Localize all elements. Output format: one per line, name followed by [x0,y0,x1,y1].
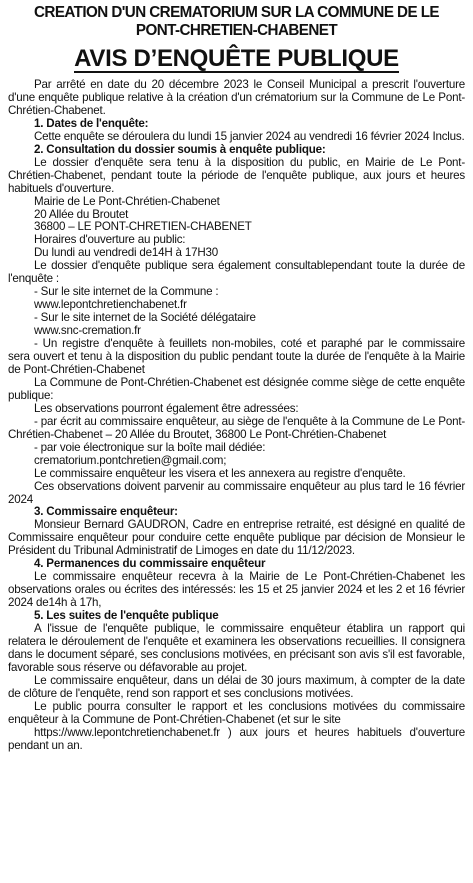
title-line-1: CREATION D'UN CREMATORIUM SUR LA COMMUNE DE LE [34,4,439,21]
section-5-text-3: Le public pourra consulter le rapport et les conclusions motivées du commissaire enquêteur à la Commune de Pont-Chrétien-Chabenet (et sur le site [8,699,465,726]
section-2-text: Le dossier d'enquête sera tenu à la disposition du public, en Mairie de Le Pont-Chrétien-Chabenet, pendant toute la période de l'enquête publique, aux jours et heures habituels d'ouverture. [8,155,465,195]
registre-paragraph: - Un registre d'enquête à feuillets non-mobiles, coté et paraphé par le commissaire sera ouvert et tenu à la disposition du public pendant toute la durée de l'enquête à la Mairie de Pont-Chrétien-Chabenet [8,337,465,376]
site-commune-label: - Sur le site internet de la Commune : [34,285,219,299]
observations-mail-label: - par voie électronique sur la boîte mail dédiée: [34,440,266,454]
notice-subtitle [8,44,465,74]
hours-value: Du lundi au vendredi de14H à 17H30 [34,246,218,260]
section-2-heading: 2. Consultation du dossier soumis à enquête publique: [34,142,326,156]
observations-ecrit: - par écrit au commissaire enquêteur, au siège de l'enquête à la Commune de Le Pont-Chrétien-Chabenet – 20 Allée du Broutet, 36800 Le Pont-Chrétien-Chabenet [8,414,465,441]
section-4-heading: 4. Permanences du commissaire enquêteur [34,557,266,571]
observations-visa: Le commissaire enquêteur les visera et les annexera au registre d'enquête. [34,466,406,480]
address-line-3: 36800 – LE PONT-CHRETIEN-CHABENET [34,220,252,234]
hours-label: Horaires d'ouverture au public: [34,233,186,247]
site-societe-label: - Sur le site internet de la Société délégataire [34,311,256,325]
site-commune-url: www.lepontchretienchabenet.fr [34,298,187,312]
section-5-text-4: https://www.lepontchretienchabenet.fr ) aux jours et heures habituels d'ouverture pendant un an. [8,725,465,752]
section-5-text-2: Le commissaire enquêteur, dans un délai de 30 jours maximum, à compter de la date de clôture de l'enquête, rend son rapport et ses conclusions motivées. [8,673,465,700]
section-5-text-1: A l'issue de l'enquête publique, le commissaire enquêteur établira un rapport qui relatera le déroulement de l'enquête et examinera les observations recueillies. Il consignera dans le document séparé, ses conclusions motivées, en précisant son avis s'il est favorable, favorable sous réserve ou défavorable au projet. [8,622,465,674]
section-1-text: Cette enquête se déroulera du lundi 15 janvier 2024 au vendredi 16 février 2024 Inclus. [34,129,465,143]
section-5-heading: 5. Les suites de l'enquête publique [34,609,219,623]
address-line-2: 20 Allée du Broutet [34,207,129,221]
notice-title [19,4,453,40]
online-intro: Le dossier d'enquête publique sera également consultablependant toute la durée de l'enquête : [8,259,465,286]
observations-intro: Les observations pourront également être adressées: [34,401,299,415]
section-3-heading: 3. Commissaire enquêteur: [34,505,178,519]
notice-body [8,79,465,753]
section-4-text: Le commissaire enquêteur recevra à la Mairie de Le Pont-Chrétien-Chabenet les observations orales ou écrites des intéressés: les 15 et 25 janvier 2024 et les 2 et 16 février 2024 de14h à 17h, [8,570,465,610]
observations-delai: Ces observations doivent parvenir au commissaire enquêteur au plus tard le 16 février 2024 [8,479,465,506]
section-3-text: Monsieur Bernard GAUDRON, Cadre en entreprise retraité, est désigné en qualité de Commissaire enquêteur pour conduire cette enquête publique par décision de Monsieur le Président du Tribunal Administratif de Limoges en date du 11/12/2023. [8,518,465,558]
subtitle-text: AVIS D’ENQUÊTE PUBLIQUE [74,45,399,72]
site-societe-url: www.snc-cremation.fr [34,324,141,338]
title-line-2: PONT-CHRETIEN-CHABENET [135,22,338,39]
siege-paragraph: La Commune de Pont-Chrétien-Chabenet est désignée comme siège de cette enquête publique: [8,375,465,402]
intro-paragraph: Par arrêté en date du 20 décembre 2023 le Conseil Municipal a prescrit l'ouverture d'une enquête publique relative à la création d'un crématorium sur la Commune de Le Pont-Chrétien-Chabenet. [8,78,465,117]
address-line-1: Mairie de Le Pont-Chrétien-Chabenet [34,194,220,208]
section-1-heading: 1. Dates de l'enquête: [34,116,149,130]
observations-mail: crematorium.pontchretien@gmail.com; [34,453,227,467]
